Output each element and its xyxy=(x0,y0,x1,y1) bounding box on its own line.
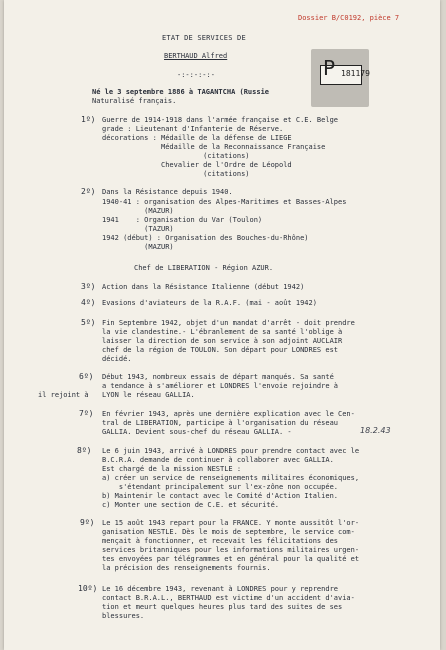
item-line: Evasions d'aviateurs de la R.A.F. (mai - août 1942) xyxy=(102,299,317,307)
handwritten-date: 18.2.43 xyxy=(360,426,391,435)
item-line: Le 16 décembre 1943, revenant à LONDRES pour y reprendre xyxy=(102,585,339,593)
item-line: Guerre de 1914-1918 dans l'armée française et C.E. Belge xyxy=(102,116,339,124)
item-line: a) créer un service de renseignements militaires économiques, xyxy=(102,474,360,482)
item-line: GALLIA. Devient sous-chef du réseau GALLIA. - xyxy=(102,428,292,436)
dossier-reference: Dossier B/C0192, pièce 7 xyxy=(298,14,400,22)
stamp-box xyxy=(320,56,370,85)
item-number: 9º) xyxy=(80,518,95,527)
item-line: tral de LIBERATION, participe à l'organisation du réseau xyxy=(102,419,339,427)
item-line: Début 1943, nombreux essais de départ manqués. Sa santé xyxy=(102,373,334,381)
item-line: chef de la région de TOULON. Son départ pour LONDRES est xyxy=(102,346,339,354)
item-line: décidé. xyxy=(102,355,132,363)
item-line: (citations) xyxy=(102,152,250,160)
person-name: BERTHAUD Alfred xyxy=(164,52,228,60)
stamp-number: 181179 xyxy=(341,69,370,78)
item-line: blessures. xyxy=(102,612,145,620)
item-line: Le 15 août 1943 repart pour la FRANCE. Y monte aussitôt l'or- xyxy=(102,519,360,527)
item-line: la précision des renseignements fournis. xyxy=(102,564,271,572)
item-number: 4º) xyxy=(81,298,96,307)
item-line: Médaille de la Reconnaissance Française xyxy=(102,143,326,151)
item-number: 2º) xyxy=(81,187,96,196)
item-line: c) Monter une section de C.E. et sécurité. xyxy=(102,501,280,509)
item-line: services britanniques pour les informations militaires urgen- xyxy=(102,546,360,554)
item-line: 1941 : Organisation du Var (Toulon) xyxy=(102,216,263,224)
birth-line: Né le 3 septembre 1886 à TAGANTCHA (Russie xyxy=(92,88,270,96)
item-line: 1940-41 : organisation des Alpes-Maritimes et Basses-Alpes xyxy=(102,198,347,206)
item-line: ganisation NESTLE. Dès le mois de septembre, le service com- xyxy=(102,528,355,536)
item-line: (TAZUR) xyxy=(102,225,174,233)
item-line: Action dans la Résistance Italienne (début 1942) xyxy=(102,283,305,291)
item-line: s'étendant principalement sur l'ex-zône non occupée. xyxy=(102,483,339,491)
item-line: tion et meurt quelques heures plus tard des suites de ses xyxy=(102,603,343,611)
item-number: 8º) xyxy=(77,446,92,455)
title-separator: -:-:-:-:- xyxy=(177,71,215,79)
item-number: 7º) xyxy=(79,409,94,418)
item-line: (citations) xyxy=(102,170,250,178)
item-line: LYON le réseau GALLIA. xyxy=(102,391,195,399)
item-line: (MAZUR) xyxy=(102,207,174,215)
item-line: tes envoyées par télégrammes et en général pour la qualité et xyxy=(102,555,360,563)
naturalization-line: Naturalisé français. xyxy=(92,97,177,105)
item-line: Est chargé de la mission NESTLE : xyxy=(102,465,242,473)
item-line: b) Maintenir le contact avec le Comité d'Action Italien. xyxy=(102,492,339,500)
item-line: grade : Lieutenant d'Infanterie de Réserve. xyxy=(102,125,284,133)
item-line: a tendance à s'améliorer et LONDRES l'envoie rejoindre à xyxy=(102,382,339,390)
archive-stamp xyxy=(311,49,369,107)
margin-note: il rejoint à xyxy=(38,391,89,399)
stamp-letter: P xyxy=(323,56,336,80)
item-number: 3º) xyxy=(81,282,96,291)
item-line: En février 1943, après une dernière explication avec le Cen- xyxy=(102,410,355,418)
document-title: ETAT DE SERVICES DE xyxy=(162,34,246,42)
item-number: 10º) xyxy=(78,584,98,593)
item-number: 1º) xyxy=(81,115,96,124)
item-line: (MAZUR) xyxy=(102,243,174,251)
item-number: 5º) xyxy=(81,318,96,327)
item-line: Le 6 juin 1943, arrivé à LONDRES pour prendre contact avec le xyxy=(102,447,360,455)
item-line: Chevalier de l'Ordre de Léopold xyxy=(102,161,292,169)
item-line: décorations : Médaille de la défense de LIEGE xyxy=(102,134,292,142)
item-line: Dans la Résistance depuis 1940. xyxy=(102,188,233,196)
item-line: laisser la direction de son service à son adjoint AUCLAIR xyxy=(102,337,343,345)
item-line: contact B.R.A.L., BERTHAUD est victime d'un accident d'avia- xyxy=(102,594,355,602)
item-line: mençait à fonctionner, et recevait les félicitations des xyxy=(102,537,339,545)
item-line: 1942 (début) : Organisation des Bouches-du-Rhône) xyxy=(102,234,309,242)
item-number: 6º) xyxy=(79,372,94,381)
chef-line: Chef de LIBERATION - Région AZUR. xyxy=(134,264,274,272)
item-line: B.C.R.A. demande de continuer à collaborer avec GALLIA. xyxy=(102,456,334,464)
item-line: la vie clandestine.- L'ébranlement de sa santé l'oblige à xyxy=(102,328,343,336)
document-page xyxy=(4,0,440,650)
item-line: Fin Septembre 1942, objet d'un mandat d'arrêt - doit prendre xyxy=(102,319,355,327)
